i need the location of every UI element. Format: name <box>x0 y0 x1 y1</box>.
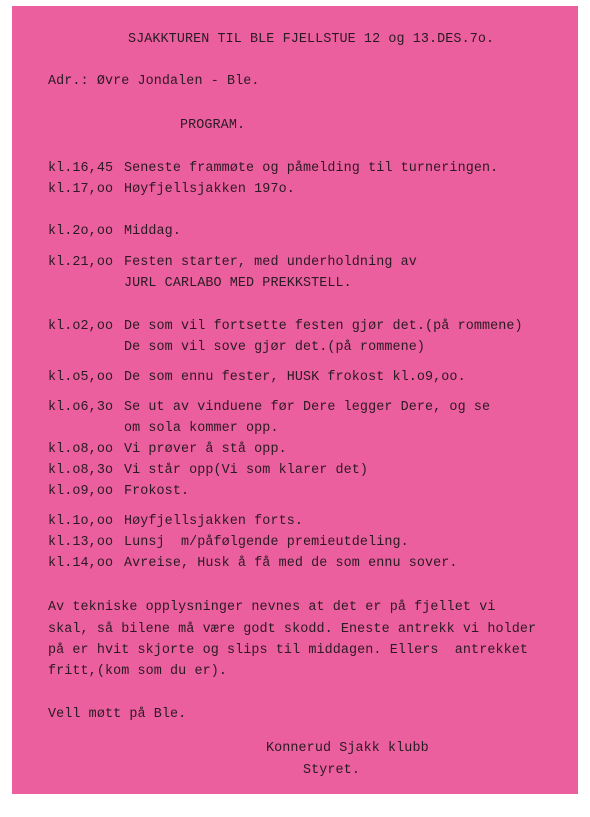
schedule-time: kl.21,oo <box>48 255 114 270</box>
notes-line: fritt,(kom som du er). <box>48 664 227 679</box>
schedule-time: kl.o6,3o <box>48 400 114 415</box>
schedule-text: Lunsj m/påfølgende premieutdeling. <box>124 535 409 550</box>
document-title: SJAKKTUREN TIL BLE FJELLSTUE 12 og 13.DES.7o. <box>128 32 495 47</box>
schedule-row <box>48 535 409 551</box>
schedule-row <box>48 556 458 572</box>
schedule-time: kl.o5,oo <box>48 370 114 385</box>
schedule-text: De som vil fortsette festen gjør det.(på rommene) <box>124 319 523 334</box>
schedule-text: Festen starter, med underholdning av <box>124 255 417 270</box>
schedule-text: Se ut av vinduene før Dere legger Dere, og se <box>124 400 491 415</box>
notes-line: Av tekniske opplysninger nevnes at det er på fjellet vi <box>48 600 496 615</box>
schedule-time: kl.13,oo <box>48 535 114 550</box>
schedule-row <box>48 319 523 335</box>
schedule-text: Avreise, Husk å få med de som ennu sover. <box>124 556 458 571</box>
schedule-time: kl.14,oo <box>48 556 114 571</box>
schedule-continuation: De som vil sove gjør det.(på rommene) <box>124 340 426 355</box>
schedule-row <box>48 484 189 500</box>
schedule-time: kl.1o,oo <box>48 514 114 529</box>
schedule-row <box>48 514 303 530</box>
signature-club: Konnerud Sjakk klubb <box>266 741 429 756</box>
address-line: Adr.: Øvre Jondalen - Ble. <box>48 74 260 89</box>
schedule-time: kl.o2,oo <box>48 319 114 334</box>
schedule-text: Middag. <box>124 224 181 239</box>
schedule-time: kl.16,45 <box>48 161 114 176</box>
schedule-row <box>48 182 295 198</box>
signature-board: Styret. <box>303 763 360 778</box>
schedule-time: kl.2o,oo <box>48 224 114 239</box>
schedule-row <box>48 442 287 458</box>
schedule-row <box>48 400 490 416</box>
schedule-row <box>48 224 181 240</box>
schedule-continuation: JURL CARLABO MED PREKKSTELL. <box>124 276 352 291</box>
schedule-row <box>48 255 417 271</box>
schedule-time: kl.o8,oo <box>48 442 114 457</box>
schedule-text: Frokost. <box>124 484 190 499</box>
schedule-text: Seneste frammøte og påmelding til turneringen. <box>124 161 499 176</box>
schedule-text: De som ennu fester, HUSK frokost kl.o9,oo. <box>124 370 466 385</box>
schedule-time: kl.17,oo <box>48 182 114 197</box>
schedule-text: Høyfjellsjakken 197o. <box>124 182 295 197</box>
schedule-time: kl.o8,3o <box>48 463 114 478</box>
schedule-time: kl.o9,oo <box>48 484 114 499</box>
notes-line: skal, så bilene må være godt skodd. Eneste antrekk vi holder <box>48 622 537 637</box>
schedule-continuation: om sola kommer opp. <box>124 421 279 436</box>
schedule-text: Høyfjellsjakken forts. <box>124 514 303 529</box>
schedule-text: Vi står opp(Vi som klarer det) <box>124 463 369 478</box>
program-heading: PROGRAM. <box>180 118 246 133</box>
schedule-row <box>48 161 498 177</box>
schedule-text: Vi prøver å stå opp. <box>124 442 287 457</box>
schedule-row <box>48 370 466 386</box>
pink-program-sheet <box>12 6 578 794</box>
closing-line: Vell møtt på Ble. <box>48 707 187 722</box>
notes-line: på er hvit skjorte og slips til middagen. Ellers antrekket <box>48 643 529 658</box>
schedule-row <box>48 463 368 479</box>
